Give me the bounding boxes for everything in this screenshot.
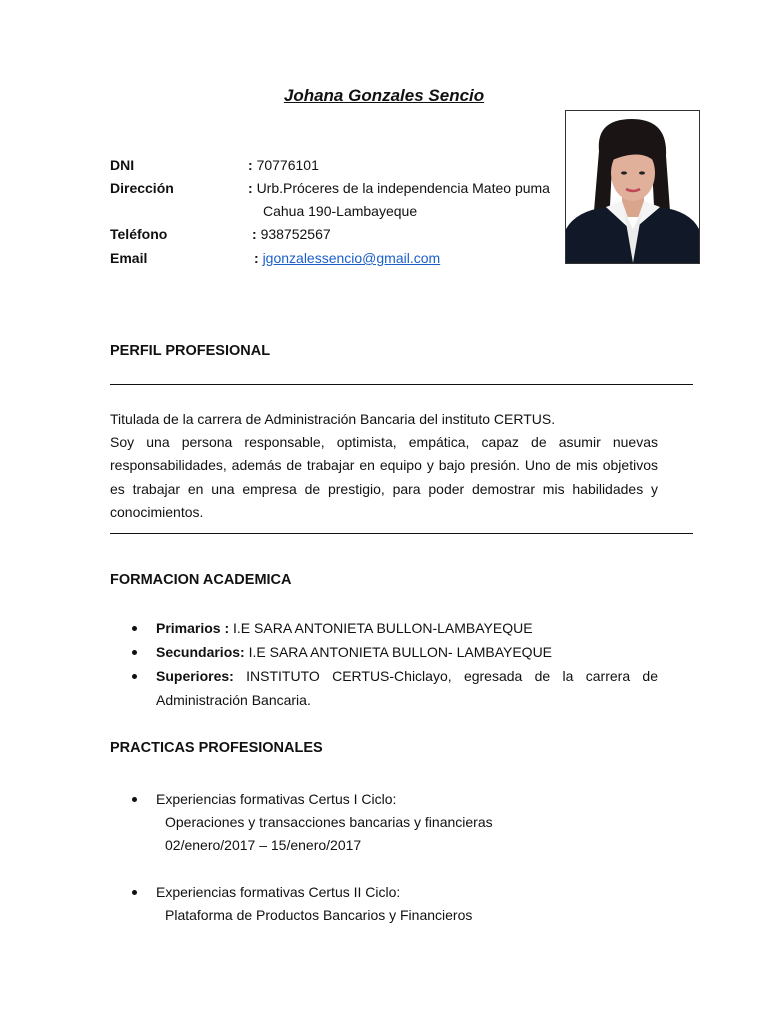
education-label: Superiores:: [156, 668, 234, 684]
address-label: Dirección: [110, 180, 174, 196]
education-value: I.E SARA ANTONIETA BULLON- LAMBAYEQUE: [244, 644, 553, 660]
list-item: [110, 880, 658, 904]
email-link[interactable]: jgonzalessencio@gmail.com: [262, 250, 441, 266]
education-list: [110, 616, 658, 712]
phone-colon: :: [252, 226, 257, 242]
practice-dates: 02/enero/2017 – 15/enero/2017: [165, 837, 362, 853]
dni-value: 70776101: [256, 157, 319, 173]
profile-line-1: Titulada de la carrera de Administración Bancaria del instituto CERTUS.: [110, 411, 556, 427]
address-row-2: [110, 203, 570, 221]
profile-line-2: Soy una persona responsable, optimista, empática, capaz de asumir nuevas responsabilidades, además de trabajar en equipo y bajo presión. Uno de mis objetivos es trabajar en una empresa de prestigio, para poder demostrar mis habilidades y conocimientos.: [110, 434, 658, 520]
email-label: Email: [110, 250, 148, 266]
practice-item-2: [110, 880, 658, 927]
profile-heading: PERFIL PROFESIONAL: [110, 343, 271, 359]
profile-paragraph: [110, 408, 658, 524]
list-item: [110, 664, 658, 712]
dni-label: DNI: [110, 157, 135, 173]
practice-detail: Operaciones y transacciones bancarias y financieras: [165, 814, 493, 830]
phone-label: Teléfono: [110, 226, 168, 242]
page-title: Johana Gonzales Sencio: [283, 86, 485, 105]
list-item: [110, 640, 658, 664]
bullet-icon: [132, 797, 137, 802]
education-heading: FORMACION ACADEMICA: [110, 572, 292, 588]
bullet-icon: [132, 626, 137, 631]
address-colon: :: [248, 180, 253, 196]
phone-value: 938752567: [260, 226, 331, 242]
email-colon: :: [254, 250, 259, 266]
dni-row: [110, 157, 570, 175]
address-row: [110, 180, 570, 198]
list-item: [110, 787, 658, 811]
practice-title: Experiencias formativas Certus I Ciclo:: [156, 791, 397, 807]
phone-row: [110, 226, 570, 244]
education-value: INSTITUTO CERTUS-Chiclayo, egresada de la carrera de Administración Bancaria.: [156, 668, 658, 708]
practice-heading: PRACTICAS PROFESIONALES: [110, 740, 323, 756]
practice-item-1: [110, 787, 658, 857]
profile-photo: [565, 110, 700, 264]
address-line2: Cahua 190-Lambayeque: [263, 203, 418, 219]
practice-title: Experiencias formativas Certus II Ciclo:: [156, 884, 401, 900]
education-label: Primarios :: [156, 620, 230, 636]
practice-detail: Plataforma de Productos Bancarios y Financieros: [165, 907, 473, 923]
bullet-icon: [132, 650, 137, 655]
education-label: Secundarios:: [156, 644, 245, 660]
profile-divider-top: [110, 384, 693, 385]
person-photo-icon: [566, 111, 699, 263]
education-value: I.E SARA ANTONIETA BULLON-LAMBAYEQUE: [229, 620, 533, 636]
email-row: [110, 250, 570, 268]
bullet-icon: [132, 674, 137, 679]
address-line1: Urb.Próceres de la independencia Mateo puma: [256, 180, 550, 196]
profile-divider-bottom: [110, 533, 693, 534]
dni-colon: :: [248, 157, 253, 173]
bullet-icon: [132, 890, 137, 895]
list-item: [110, 616, 658, 640]
